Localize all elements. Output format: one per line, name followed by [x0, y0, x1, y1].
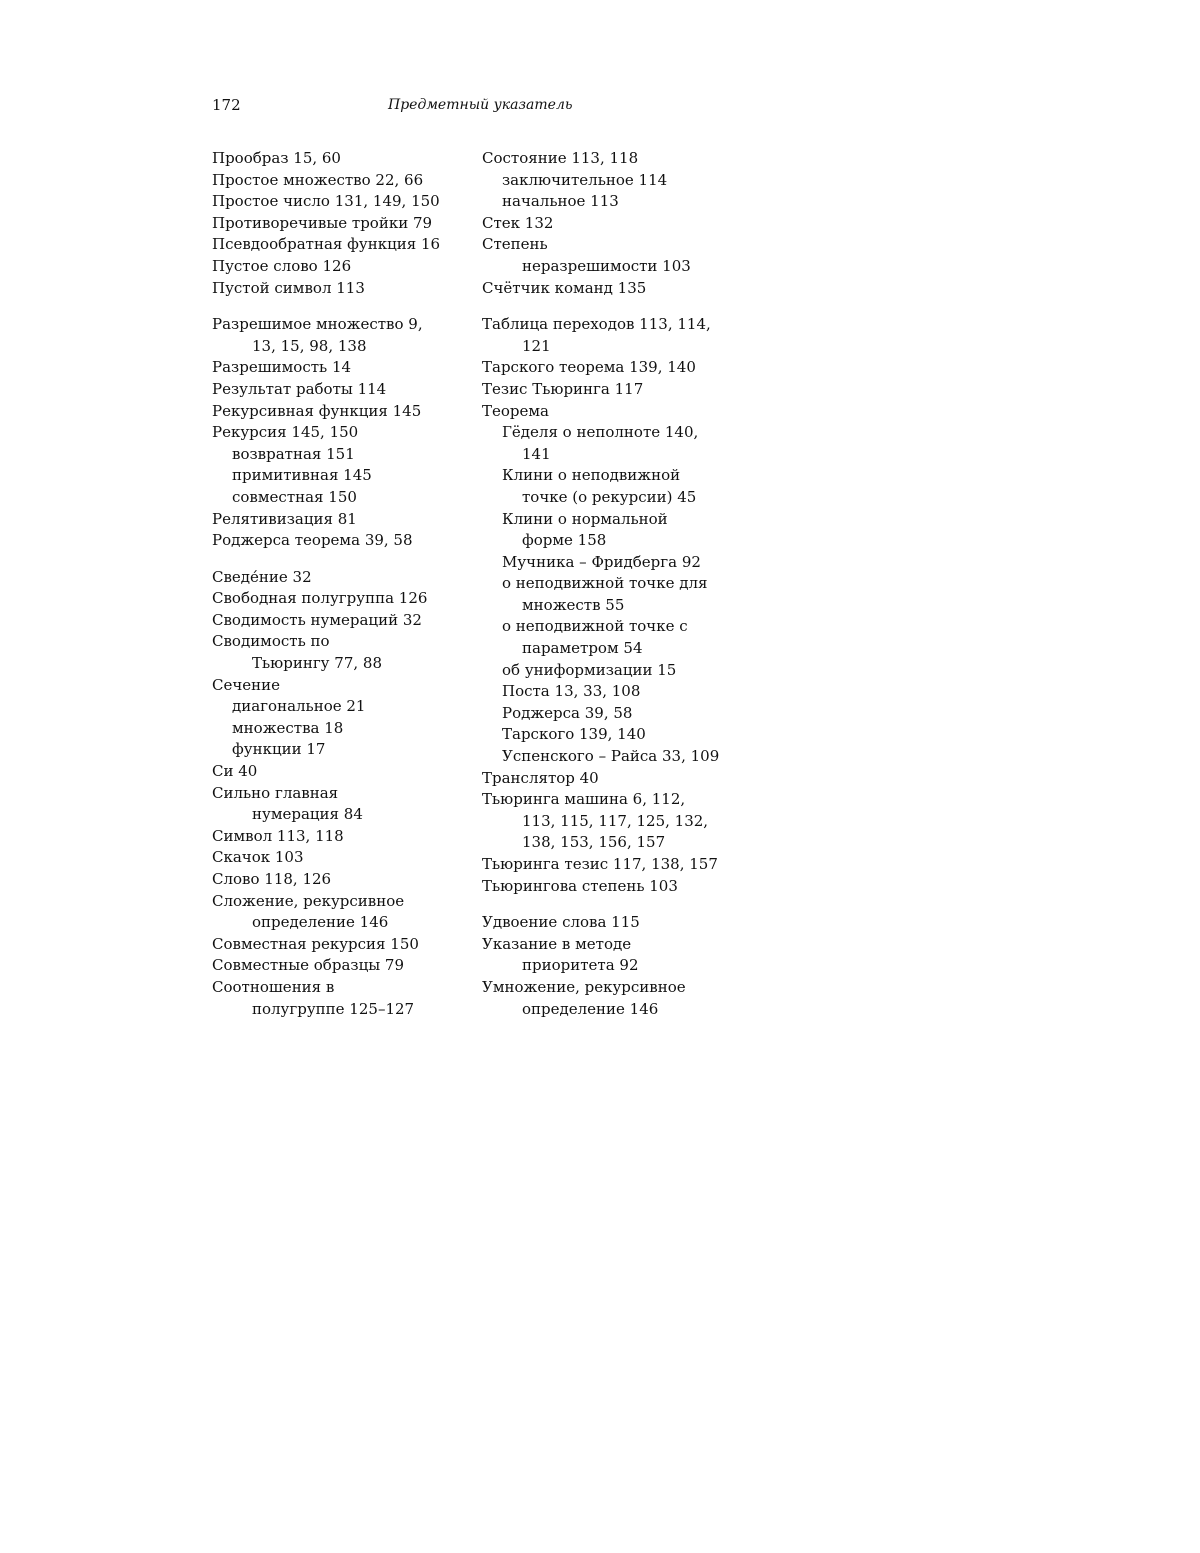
index-subentry: примитивная 145 — [232, 466, 372, 485]
index-entry: Простое число 131, 149, 150 — [212, 192, 440, 211]
index-subentry: начальное 113 — [502, 192, 619, 211]
index-entry: Тезис Тьюринга 117 — [482, 379, 644, 398]
index-entry: Счётчик команд 135 — [482, 278, 647, 297]
index-entry: Соотношения в — [212, 977, 335, 996]
index-subentry: Клини о нормальной — [502, 509, 668, 528]
index-entry: Рекурсия 145, 150 — [212, 423, 359, 442]
index-entry: Пустой символ 113 — [212, 278, 365, 297]
index-entry: Таблица переходов 113, 114, — [482, 315, 711, 334]
index-entry: Тьюринга машина 6, 112, — [482, 790, 686, 809]
index-entry: Тьюрингова степень 103 — [482, 876, 678, 895]
index-entry: Указание в методе — [482, 934, 632, 953]
index-entry: Прообраз 15, 60 — [212, 149, 341, 167]
index-entry: Противоречивые тройки 79 — [212, 213, 433, 232]
index-entry: Простое множество 22, 66 — [212, 170, 424, 189]
index-entry: Рекурсивная функция 145 — [212, 401, 422, 420]
section-gap — [482, 299, 742, 314]
index-subentry: диагональное 21 — [232, 697, 366, 716]
index-column-right — [482, 148, 742, 1020]
index-subentry: о неподвижной точке для — [502, 574, 708, 593]
index-subentry: 13, 15, 98, 138 — [252, 336, 367, 355]
index-entry: Умножение, рекурсивное — [482, 977, 686, 996]
page-number: 172 — [212, 96, 241, 114]
index-column-left — [212, 148, 472, 1020]
index-entry: Скачок 103 — [212, 848, 304, 867]
index-entry: Си 40 — [212, 762, 258, 781]
index-entry: Тарского теорема 139, 140 — [482, 358, 696, 377]
index-subentry: нумерация 84 — [252, 805, 363, 824]
index-entry: Транслятор 40 — [482, 768, 599, 787]
running-head: Предметный указатель — [388, 97, 573, 113]
index-entry: Сводимость по — [212, 632, 330, 651]
index-entry: Псевдообратная функция 16 — [212, 235, 441, 254]
index-subentry: параметром 54 — [522, 639, 643, 658]
index-subentry: Гёделя о неполноте 140, — [502, 423, 699, 442]
index-entry: Роджерса теорема 39, 58 — [212, 531, 413, 550]
index-entry: Степень — [482, 235, 548, 254]
index-entry: Теорема — [482, 401, 550, 420]
index-subentry: Тарского 139, 140 — [502, 725, 646, 744]
index-entry: Разрешимое множество 9, — [212, 315, 423, 334]
index-entry: Сильно главная — [212, 783, 339, 802]
index-subentry: Клини о неподвижной — [502, 466, 681, 485]
index-subentry: множеств 55 — [522, 595, 625, 614]
index-entry: Удвоение слова 115 — [482, 913, 640, 932]
index-subentry: определение 146 — [522, 999, 659, 1018]
index-subentry: Мучника – Фридберга 92 — [502, 552, 701, 571]
index-subentry: определение 146 — [252, 913, 389, 932]
index-entry: Сведе́ние 32 — [212, 567, 312, 586]
index-subentry: о неподвижной точке с — [502, 617, 688, 636]
index-entry: Символ 113, 118 — [212, 826, 344, 845]
index-entry: Свободная полугруппа 126 — [212, 589, 428, 608]
index-subentry: Поста 13, 33, 108 — [502, 682, 641, 701]
index-subentry: функции 17 — [232, 740, 326, 759]
index-entry: Состояние 113, 118 — [482, 149, 639, 167]
index-subentry: об униформизации 15 — [502, 660, 677, 679]
index-subentry: 113, 115, 117, 125, 132, — [522, 811, 709, 830]
index-entry: Сводимость нумераций 32 — [212, 610, 422, 629]
index-subentry: Роджерса 39, 58 — [502, 703, 633, 722]
index-subentry: возвратная 151 — [232, 444, 355, 463]
index-subentry: заключительное 114 — [502, 170, 668, 189]
index-subentry: полугруппе 125–127 — [252, 999, 415, 1018]
index-entry: Сечение — [212, 675, 281, 694]
index-entry: Стек 132 — [482, 213, 554, 232]
section-gap — [212, 552, 472, 567]
index-entry: Тьюринга тезис 117, 138, 157 — [482, 855, 718, 873]
section-gap — [212, 299, 472, 314]
section-gap — [482, 897, 742, 912]
index-subentry: 121 — [522, 336, 551, 355]
index-entry: Разрешимость 14 — [212, 358, 352, 377]
index-entry: Сложение, рекурсивное — [212, 891, 405, 910]
index-subentry: 138, 153, 156, 157 — [522, 833, 666, 852]
index-entry: Совместные образцы 79 — [212, 956, 405, 975]
index-subentry: совместная 150 — [232, 487, 357, 506]
index-subentry: точке (о рекурсии) 45 — [522, 487, 697, 506]
index-entry: Пустое слово 126 — [212, 256, 352, 275]
index-entry: Результат работы 114 — [212, 379, 387, 398]
index-subentry: Тьюрингу 77, 88 — [252, 654, 382, 673]
index-entry: Слово 118, 126 — [212, 870, 332, 888]
index-subentry: Успенского – Райса 33, 109 — [502, 747, 720, 766]
index-entry: Совместная рекурсия 150 — [212, 934, 419, 953]
index-subentry: множества 18 — [232, 718, 344, 737]
index-entry: Релятивизация 81 — [212, 509, 357, 528]
index-subentry: форме 158 — [522, 531, 607, 550]
index-subentry: приоритета 92 — [522, 956, 639, 975]
index-subentry: неразрешимости 103 — [522, 256, 691, 275]
index-subentry: 141 — [522, 444, 551, 463]
